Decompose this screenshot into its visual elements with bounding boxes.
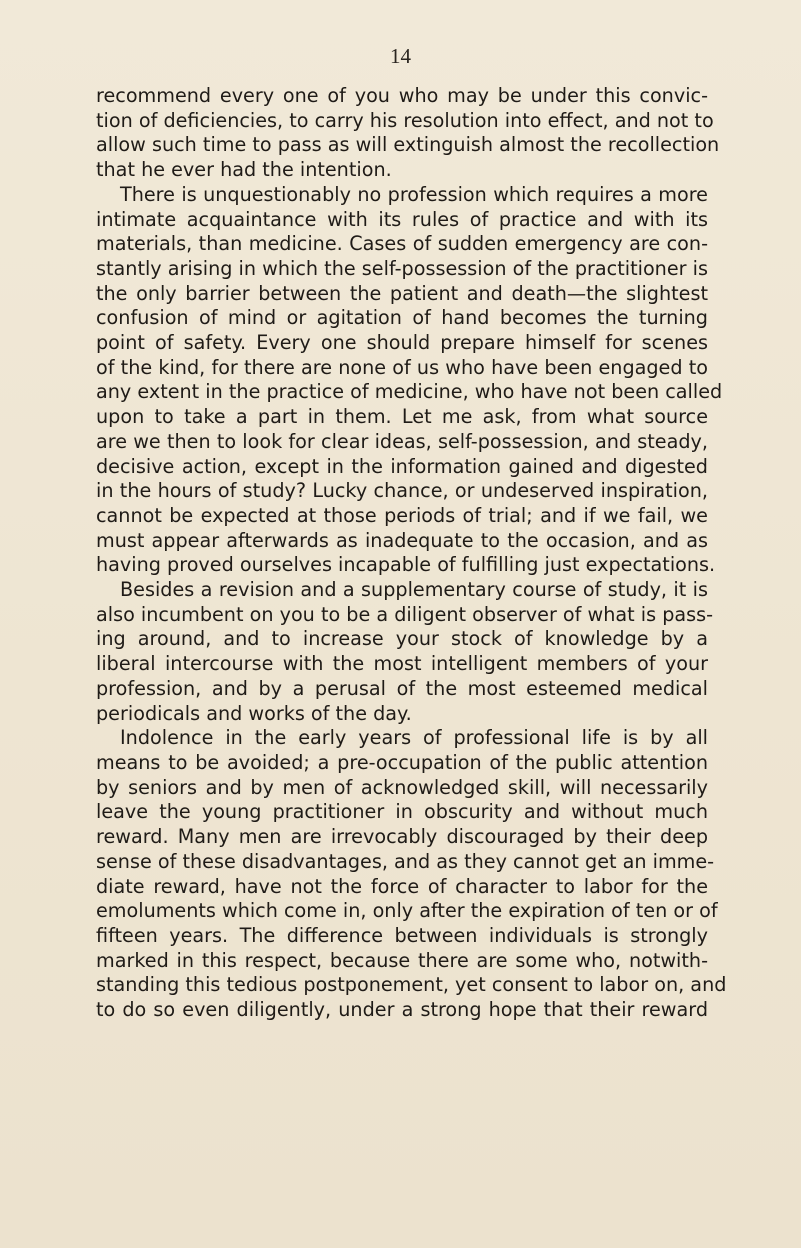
text-line: also incumbent on you to be a diligent observer of what is pass-: [96, 602, 714, 626]
text-line: point of safety. Every one should prepare himself for scenes: [96, 331, 708, 355]
text-line: There is unquestionably no profession which requires a more: [120, 182, 708, 206]
text-line: standing this tedious postponement, yet consent to labor on, and: [96, 973, 727, 997]
text-line: diate reward, have not the force of character to labor for the: [96, 874, 708, 898]
text-line: to do so even diligently, under a strong hope that their reward: [96, 998, 708, 1022]
text-line: confusion of mind or agitation of hand becomes the turning: [96, 306, 708, 330]
text-line: materials, than medicine. Cases of sudden emergency are con-: [96, 232, 708, 256]
text-line: the only barrier between the patient and death—the slightest: [96, 281, 708, 305]
text-line: ing around, and to increase your stock of knowledge by a: [96, 627, 708, 651]
text-line: recommend every one of you who may be under this convic-: [96, 84, 708, 107]
text-line: Besides a revision and a supplementary course of study, it is: [120, 578, 708, 602]
text-line: Indolence in the early years of professional life is by all: [120, 726, 708, 750]
text-line: marked in this respect, because there are some who, notwith-: [96, 948, 708, 972]
text-line: upon to take a part in them. Let me ask, from what source: [96, 405, 708, 429]
text-line: sense of these disadvantages, and as they cannot get an imme-: [96, 849, 715, 873]
text-line: must appear afterwards as inadequate to the occasion, and as: [96, 528, 708, 552]
text-line: reward. Many men are irrevocably discouraged by their deep: [96, 825, 708, 849]
text-line: decisive action, except in the information gained and digested: [96, 454, 708, 478]
page-number: 14: [390, 44, 411, 68]
text-line: are we then to look for clear ideas, self-possession, and steady,: [96, 429, 708, 453]
text-line: stantly arising in which the self-possession of the practitioner is: [96, 256, 708, 280]
text-line: fifteen years. The difference between individuals is strongly: [96, 923, 708, 947]
text-line: leave the young practitioner in obscurity and without much: [96, 800, 708, 824]
text-line: allow such time to pass as will extinguish almost the recollection: [96, 133, 720, 157]
text-line: in the hours of study? Lucky chance, or undeserved inspiration,: [96, 479, 708, 503]
text-line: cannot be expected at those periods of trial; and if we fail, we: [96, 503, 708, 527]
text-line: having proved ourselves incapable of fulfilling just expectations.: [96, 553, 716, 577]
text-line: periodicals and works of the day.: [96, 701, 412, 725]
text-line: tion of deficiencies, to carry his resolution into effect, and not to: [96, 108, 714, 132]
text-line: that he ever had the intention.: [96, 158, 392, 182]
text-line: liberal intercourse with the most intelligent members of your: [96, 652, 708, 676]
text-line: means to be avoided; a pre-occupation of the public attention: [96, 750, 708, 774]
text-line: intimate acquaintance with its rules of practice and with its: [96, 207, 708, 231]
text-line: emoluments which come in, only after the expiration of ten or of: [96, 899, 718, 923]
text-line: by seniors and by men of acknowledged skill, will necessarily: [96, 775, 708, 799]
body-text: [96, 84, 727, 1023]
text-line: any extent in the practice of medicine, who have not been called: [96, 380, 723, 404]
text-line: profession, and by a perusal of the most esteemed medical: [96, 676, 708, 700]
text-line: of the kind, for there are none of us who have been engaged to: [96, 355, 708, 379]
